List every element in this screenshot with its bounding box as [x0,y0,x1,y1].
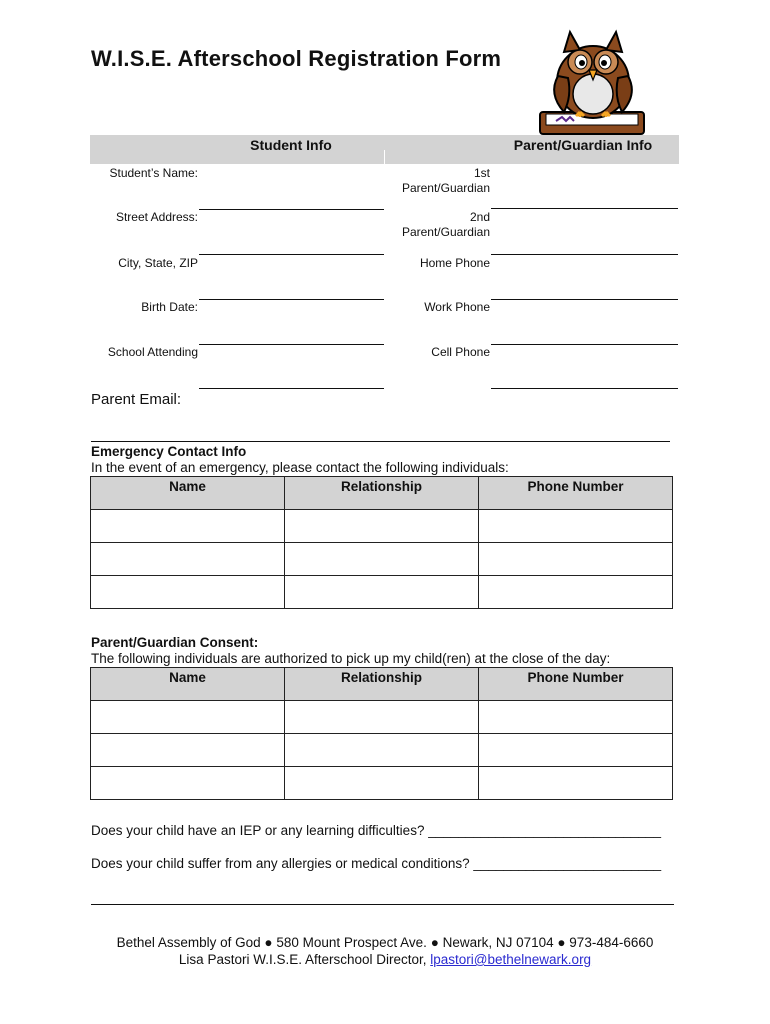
name-cell[interactable] [91,767,285,800]
street-address-label: Street Address: [115,210,198,224]
phone-cell[interactable] [479,510,673,543]
student-name-field[interactable] [199,209,384,210]
first-parent-field[interactable] [491,208,678,209]
phone-column-header: Phone Number [479,668,673,701]
parent-info-heading: Parent/Guardian Info [513,137,653,153]
home-phone-label: Home Phone [419,256,490,270]
phone-column-header: Phone Number [479,477,673,510]
allergies-question[interactable]: Does your child suffer from any allergies or medical conditions? _________________________ [91,856,662,871]
parent-email-label: Parent Email: [91,391,182,408]
phone-cell[interactable] [479,543,673,576]
home-phone-field[interactable] [491,299,678,300]
table-row [91,701,673,734]
table-row [91,576,673,609]
table-header-row [91,668,673,701]
table-row [91,767,673,800]
first-parent-label: 1st Parent/Guardian [401,166,490,195]
relationship-cell[interactable] [285,767,479,800]
name-cell[interactable] [91,543,285,576]
name-cell[interactable] [91,701,285,734]
iep-question[interactable]: Does your child have an IEP or any learning difficulties? _______________________________ [91,823,661,838]
phone-cell[interactable] [479,701,673,734]
birth-date-field[interactable] [199,344,384,345]
second-parent-field[interactable] [491,254,678,255]
relationship-cell[interactable] [285,701,479,734]
school-attending-label: School Attending [107,345,198,359]
relationship-column-header: Relationship [285,668,479,701]
name-column-header: Name [91,477,285,510]
table-row [91,543,673,576]
footer-address: Bethel Assembly of God ● 580 Mount Prospect Ave. ● Newark, NJ 07104 ● 973-484-6660 [116,935,654,950]
name-cell[interactable] [91,510,285,543]
consent-instructions: The following individuals are authorized to pick up my child(ren) at the close of the day: [91,651,611,666]
page-title: W.I.S.E. Afterschool Registration Form [91,46,502,71]
relationship-cell[interactable] [285,734,479,767]
parent-email-field[interactable] [91,441,670,442]
student-info-heading: Student Info [250,137,332,153]
table-row [91,734,673,767]
relationship-column-header: Relationship [285,477,479,510]
allergies-answer-line[interactable] [91,904,674,905]
name-cell[interactable] [91,734,285,767]
student-name-label: Student’s Name: [109,166,198,180]
city-state-zip-label: City, State, ZIP [118,256,198,270]
work-phone-label: Work Phone [424,300,490,314]
authorized-pickup-table [90,667,673,800]
emergency-contacts-table [90,476,673,609]
consent-heading: Parent/Guardian Consent: [91,635,259,650]
cell-phone-label: Cell Phone [431,345,490,359]
relationship-cell[interactable] [285,510,479,543]
name-column-header: Name [91,668,285,701]
phone-cell[interactable] [479,576,673,609]
work-phone-field[interactable] [491,344,678,345]
director-name: Lisa Pastori W.I.S.E. Afterschool Director, [178,952,431,967]
school-attending-field[interactable] [199,388,384,389]
birth-date-label: Birth Date: [141,300,198,314]
cell-phone-field[interactable] [491,388,678,389]
owl-on-book-icon [534,24,652,138]
name-cell[interactable] [91,576,285,609]
table-header-row [91,477,673,510]
phone-cell[interactable] [479,767,673,800]
city-state-zip-field[interactable] [199,299,384,300]
emergency-heading: Emergency Contact Info [91,444,247,459]
director-email-link[interactable]: lpastori@bethelnewark.org [430,952,592,967]
phone-cell[interactable] [479,734,673,767]
street-address-field[interactable] [199,254,384,255]
table-row [91,510,673,543]
second-parent-label: 2nd Parent/Guardian [401,210,490,239]
footer-contact [70,952,700,967]
relationship-cell[interactable] [285,543,479,576]
section-divider [384,150,385,164]
emergency-instructions: In the event of an emergency, please contact the following individuals: [91,460,509,475]
relationship-cell[interactable] [285,576,479,609]
